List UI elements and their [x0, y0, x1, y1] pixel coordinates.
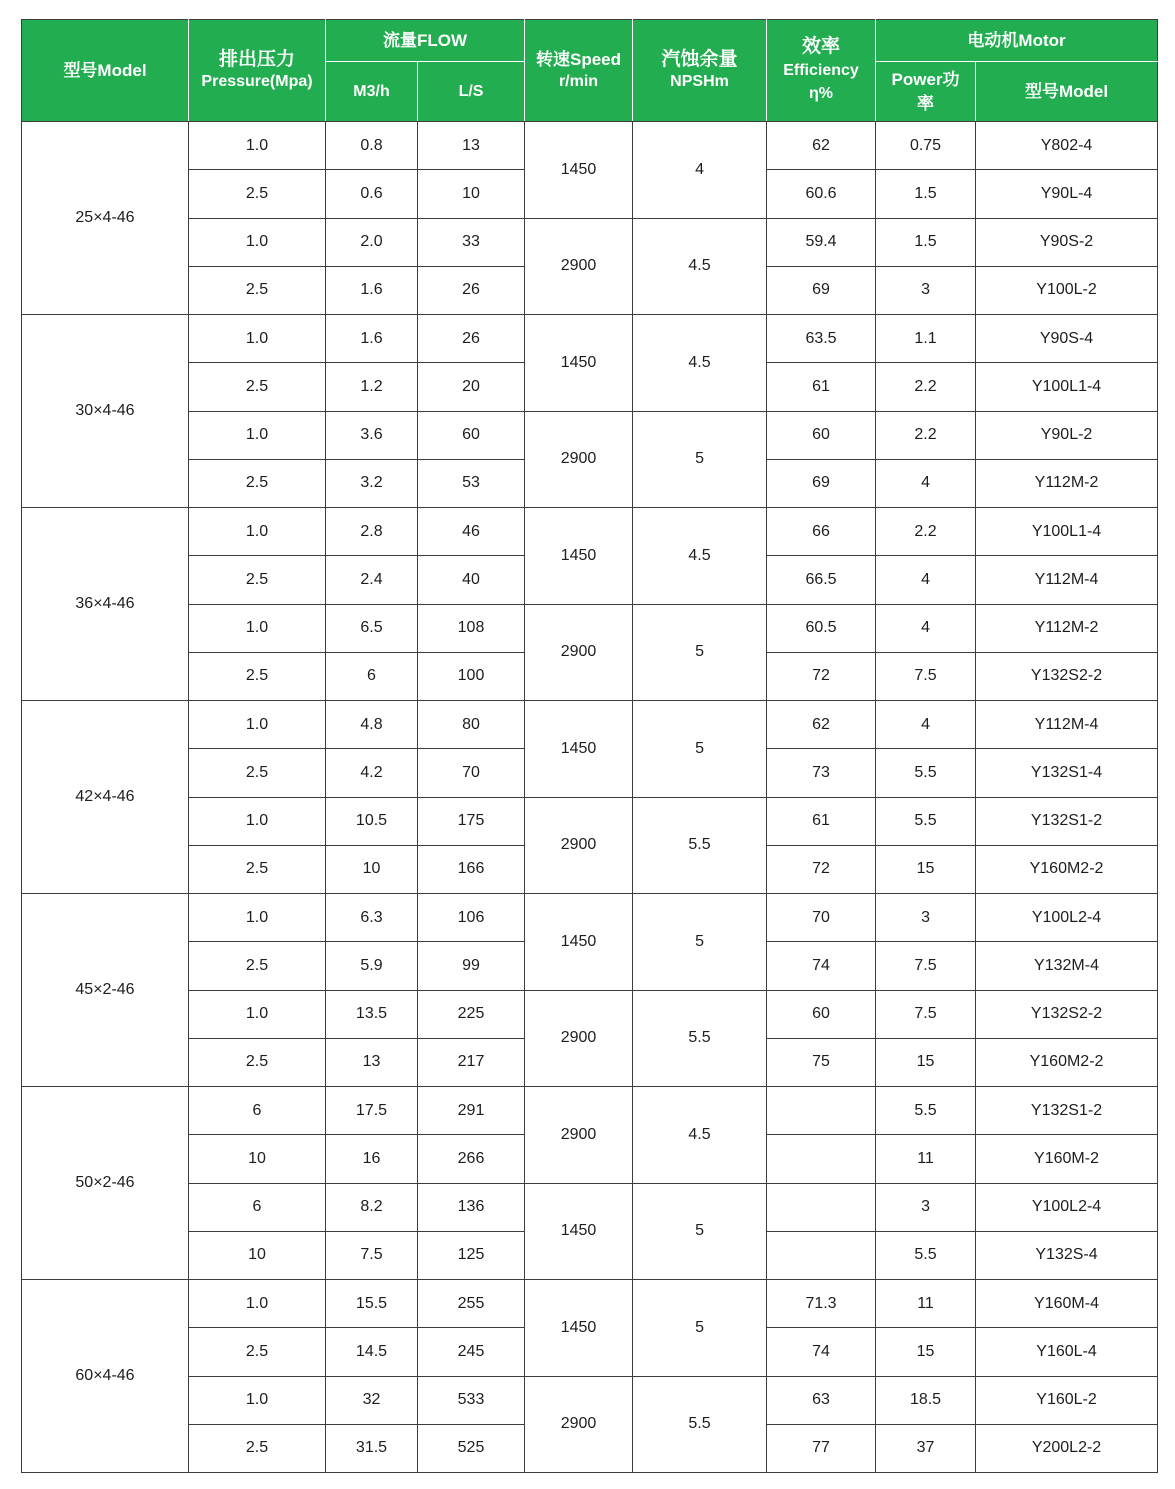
flow-m3h-cell: 1.2: [326, 363, 418, 411]
flow-ls-cell: 60: [418, 411, 525, 459]
table-body: [22, 122, 1158, 1473]
flow-m3h-cell: 7.5: [326, 1231, 418, 1279]
motor-power-cell: 7.5: [876, 652, 976, 700]
motor-power-cell: 18.5: [876, 1376, 976, 1424]
flow-ls-cell: 255: [418, 1280, 525, 1328]
motor-power-cell: 5.5: [876, 797, 976, 845]
speed-cell: 2900: [525, 411, 633, 508]
header-efficiency-en-label: Efficiency: [783, 61, 859, 79]
motor-power-cell: 15: [876, 1328, 976, 1376]
motor-power-cell: 0.75: [876, 122, 976, 170]
speed-cell: 1450: [525, 1183, 633, 1280]
pressure-cell: 10: [189, 1231, 326, 1279]
efficiency-cell: 74: [767, 1328, 876, 1376]
motor-model-cell: Y132S2-2: [976, 990, 1158, 1038]
motor-power-cell: 4: [876, 556, 976, 604]
table-row: [22, 701, 1158, 749]
flow-ls-cell: 266: [418, 1135, 525, 1183]
pressure-cell: 2.5: [189, 749, 326, 797]
motor-power-cell: 2.2: [876, 508, 976, 556]
pressure-cell: 6: [189, 1087, 326, 1135]
motor-model-cell: Y100L-2: [976, 266, 1158, 314]
npsh-cell: 5.5: [633, 1376, 767, 1473]
flow-ls-cell: 245: [418, 1328, 525, 1376]
efficiency-cell: 60.6: [767, 170, 876, 218]
motor-power-cell: 2.2: [876, 363, 976, 411]
motor-model-cell: Y160M-2: [976, 1135, 1158, 1183]
motor-power-cell: 2.2: [876, 411, 976, 459]
efficiency-cell: 59.4: [767, 218, 876, 266]
model-cell: 42×4-46: [22, 701, 189, 894]
motor-model-cell: Y100L1-4: [976, 508, 1158, 556]
table-row: [22, 315, 1158, 363]
motor-model-cell: Y802-4: [976, 122, 1158, 170]
header-motor-model: 型号Model: [976, 62, 1158, 122]
efficiency-cell: [767, 1135, 876, 1183]
table-row: [22, 1087, 1158, 1135]
efficiency-cell: 62: [767, 122, 876, 170]
motor-model-cell: Y112M-4: [976, 556, 1158, 604]
motor-power-cell: 37: [876, 1424, 976, 1472]
flow-ls-cell: 99: [418, 942, 525, 990]
efficiency-cell: [767, 1183, 876, 1231]
motor-model-cell: Y90L-2: [976, 411, 1158, 459]
efficiency-cell: 66: [767, 508, 876, 556]
efficiency-cell: 63.5: [767, 315, 876, 363]
efficiency-cell: 77: [767, 1424, 876, 1472]
header-npsh-zh-label: 汽蚀余量: [661, 48, 738, 70]
flow-m3h-cell: 6.3: [326, 894, 418, 942]
speed-cell: 1450: [525, 894, 633, 991]
motor-power-cell: 4: [876, 701, 976, 749]
pressure-cell: 1.0: [189, 1376, 326, 1424]
efficiency-cell: 60: [767, 990, 876, 1038]
header-motor-power: Power功率: [876, 62, 976, 122]
efficiency-cell: 61: [767, 363, 876, 411]
motor-model-cell: Y132M-4: [976, 942, 1158, 990]
efficiency-cell: 72: [767, 845, 876, 893]
flow-m3h-cell: 2.0: [326, 218, 418, 266]
flow-m3h-cell: 3.2: [326, 459, 418, 507]
efficiency-cell: 74: [767, 942, 876, 990]
motor-power-cell: 3: [876, 894, 976, 942]
motor-power-cell: 4: [876, 459, 976, 507]
flow-ls-cell: 70: [418, 749, 525, 797]
table-row: [22, 1183, 1158, 1231]
model-cell: 45×2-46: [22, 894, 189, 1087]
motor-model-cell: Y160M2-2: [976, 1038, 1158, 1086]
motor-model-cell: Y100L2-4: [976, 1183, 1158, 1231]
flow-m3h-cell: 1.6: [326, 315, 418, 363]
header-model: 型号Model: [22, 20, 189, 122]
motor-model-cell: Y90S-4: [976, 315, 1158, 363]
flow-m3h-cell: 4.2: [326, 749, 418, 797]
model-cell: 50×2-46: [22, 1087, 189, 1280]
header-efficiency: [767, 20, 876, 122]
efficiency-cell: 61: [767, 797, 876, 845]
table-row: [22, 604, 1158, 652]
header-flow-ls: L/S: [418, 62, 525, 122]
motor-model-cell: Y90L-4: [976, 170, 1158, 218]
table-row: [22, 218, 1158, 266]
model-cell: 60×4-46: [22, 1280, 189, 1473]
pressure-cell: 2.5: [189, 652, 326, 700]
flow-m3h-cell: 0.8: [326, 122, 418, 170]
pressure-cell: 1.0: [189, 122, 326, 170]
flow-m3h-cell: 31.5: [326, 1424, 418, 1472]
speed-cell: 1450: [525, 508, 633, 605]
flow-m3h-cell: 3.6: [326, 411, 418, 459]
flow-m3h-cell: 4.8: [326, 701, 418, 749]
motor-power-cell: 7.5: [876, 990, 976, 1038]
table-row: [22, 990, 1158, 1038]
table-row: [22, 894, 1158, 942]
pressure-cell: 1.0: [189, 315, 326, 363]
npsh-cell: 5: [633, 894, 767, 991]
speed-cell: 1450: [525, 122, 633, 219]
header-npsh-en-label: NPSHm: [670, 72, 729, 90]
model-cell: 36×4-46: [22, 508, 189, 701]
pressure-cell: 1.0: [189, 990, 326, 1038]
flow-m3h-cell: 5.9: [326, 942, 418, 990]
efficiency-cell: 62: [767, 701, 876, 749]
speed-cell: 2900: [525, 797, 633, 894]
table-row: [22, 1280, 1158, 1328]
header-flow-m3h: M3/h: [326, 62, 418, 122]
npsh-cell: 4.5: [633, 218, 767, 315]
motor-power-cell: 4: [876, 604, 976, 652]
efficiency-cell: 60.5: [767, 604, 876, 652]
pressure-cell: 2.5: [189, 556, 326, 604]
speed-cell: 2900: [525, 1376, 633, 1473]
header-flow: 流量FLOW: [326, 20, 525, 62]
table-row: [22, 508, 1158, 556]
motor-model-cell: Y100L2-4: [976, 894, 1158, 942]
flow-ls-cell: 125: [418, 1231, 525, 1279]
speed-cell: 2900: [525, 604, 633, 701]
table-header: [22, 20, 1158, 122]
motor-model-cell: Y160M-4: [976, 1280, 1158, 1328]
flow-m3h-cell: 10.5: [326, 797, 418, 845]
motor-model-cell: Y132S2-2: [976, 652, 1158, 700]
motor-model-cell: Y132S1-4: [976, 749, 1158, 797]
header-efficiency-unit: η%: [809, 85, 834, 103]
flow-m3h-cell: 14.5: [326, 1328, 418, 1376]
motor-model-cell: Y160L-4: [976, 1328, 1158, 1376]
pressure-cell: 2.5: [189, 1038, 326, 1086]
pressure-cell: 2.5: [189, 845, 326, 893]
motor-model-cell: Y132S1-2: [976, 1087, 1158, 1135]
efficiency-cell: [767, 1231, 876, 1279]
npsh-cell: 5: [633, 1280, 767, 1377]
motor-power-cell: 5.5: [876, 1087, 976, 1135]
flow-ls-cell: 80: [418, 701, 525, 749]
flow-ls-cell: 46: [418, 508, 525, 556]
pressure-cell: 2.5: [189, 1424, 326, 1472]
npsh-cell: 5: [633, 604, 767, 701]
efficiency-cell: 60: [767, 411, 876, 459]
motor-model-cell: Y112M-2: [976, 459, 1158, 507]
efficiency-cell: [767, 1087, 876, 1135]
flow-ls-cell: 166: [418, 845, 525, 893]
flow-ls-cell: 525: [418, 1424, 525, 1472]
motor-power-cell: 5.5: [876, 749, 976, 797]
flow-ls-cell: 175: [418, 797, 525, 845]
npsh-cell: 4.5: [633, 508, 767, 605]
npsh-cell: 5: [633, 701, 767, 798]
efficiency-cell: 69: [767, 459, 876, 507]
header-motor: 电动机Motor: [876, 20, 1158, 62]
flow-ls-cell: 13: [418, 122, 525, 170]
pump-spec-table: [21, 19, 1158, 1473]
pressure-cell: 2.5: [189, 363, 326, 411]
table-row: [22, 1376, 1158, 1424]
efficiency-cell: 71.3: [767, 1280, 876, 1328]
motor-power-cell: 7.5: [876, 942, 976, 990]
header-speed-unit: r/min: [558, 72, 599, 90]
efficiency-cell: 70: [767, 894, 876, 942]
pressure-cell: 1.0: [189, 508, 326, 556]
npsh-cell: 4: [633, 122, 767, 219]
efficiency-cell: 69: [767, 266, 876, 314]
flow-m3h-cell: 15.5: [326, 1280, 418, 1328]
motor-power-cell: 11: [876, 1135, 976, 1183]
motor-model-cell: Y132S1-2: [976, 797, 1158, 845]
efficiency-cell: 73: [767, 749, 876, 797]
pressure-cell: 10: [189, 1135, 326, 1183]
speed-cell: 2900: [525, 990, 633, 1087]
speed-cell: 2900: [525, 218, 633, 315]
flow-ls-cell: 533: [418, 1376, 525, 1424]
pressure-cell: 2.5: [189, 266, 326, 314]
pressure-cell: 2.5: [189, 942, 326, 990]
motor-model-cell: Y100L1-4: [976, 363, 1158, 411]
model-cell: 25×4-46: [22, 122, 189, 315]
header-speed: [525, 20, 633, 122]
flow-ls-cell: 108: [418, 604, 525, 652]
speed-cell: 2900: [525, 1087, 633, 1184]
header-speed-label: 转速Speed: [536, 49, 622, 69]
header-pressure-en-label: Pressure(Mpa): [201, 72, 313, 90]
pressure-cell: 1.0: [189, 1280, 326, 1328]
motor-power-cell: 5.5: [876, 1231, 976, 1279]
npsh-cell: 5: [633, 411, 767, 508]
motor-model-cell: Y200L2-2: [976, 1424, 1158, 1472]
npsh-cell: 5.5: [633, 990, 767, 1087]
pressure-cell: 1.0: [189, 894, 326, 942]
flow-ls-cell: 53: [418, 459, 525, 507]
flow-ls-cell: 20: [418, 363, 525, 411]
efficiency-cell: 66.5: [767, 556, 876, 604]
efficiency-cell: 72: [767, 652, 876, 700]
flow-m3h-cell: 13: [326, 1038, 418, 1086]
motor-model-cell: Y90S-2: [976, 218, 1158, 266]
pressure-cell: 1.0: [189, 218, 326, 266]
header-pressure: [189, 20, 326, 122]
header-npsh: [633, 20, 767, 122]
motor-power-cell: 11: [876, 1280, 976, 1328]
flow-m3h-cell: 16: [326, 1135, 418, 1183]
pressure-cell: 2.5: [189, 170, 326, 218]
flow-m3h-cell: 8.2: [326, 1183, 418, 1231]
speed-cell: 1450: [525, 701, 633, 798]
flow-m3h-cell: 13.5: [326, 990, 418, 1038]
motor-model-cell: Y112M-4: [976, 701, 1158, 749]
flow-ls-cell: 106: [418, 894, 525, 942]
header-row-top: [22, 20, 1158, 62]
flow-m3h-cell: 6.5: [326, 604, 418, 652]
npsh-cell: 4.5: [633, 315, 767, 412]
table-row: [22, 411, 1158, 459]
flow-ls-cell: 291: [418, 1087, 525, 1135]
motor-power-cell: 1.1: [876, 315, 976, 363]
motor-power-cell: 1.5: [876, 218, 976, 266]
motor-power-cell: 15: [876, 1038, 976, 1086]
pressure-cell: 1.0: [189, 701, 326, 749]
pressure-cell: 2.5: [189, 1328, 326, 1376]
flow-ls-cell: 10: [418, 170, 525, 218]
speed-cell: 1450: [525, 1280, 633, 1377]
pressure-cell: 6: [189, 1183, 326, 1231]
motor-power-cell: 3: [876, 266, 976, 314]
motor-model-cell: Y132S-4: [976, 1231, 1158, 1279]
flow-ls-cell: 217: [418, 1038, 525, 1086]
flow-m3h-cell: 32: [326, 1376, 418, 1424]
flow-m3h-cell: 6: [326, 652, 418, 700]
flow-m3h-cell: 17.5: [326, 1087, 418, 1135]
pressure-cell: 2.5: [189, 459, 326, 507]
flow-ls-cell: 40: [418, 556, 525, 604]
flow-ls-cell: 26: [418, 315, 525, 363]
model-cell: 30×4-46: [22, 315, 189, 508]
flow-m3h-cell: 2.8: [326, 508, 418, 556]
npsh-cell: 4.5: [633, 1087, 767, 1184]
header-pressure-zh-label: 排出压力: [218, 48, 295, 70]
npsh-cell: 5: [633, 1183, 767, 1280]
motor-power-cell: 1.5: [876, 170, 976, 218]
flow-ls-cell: 33: [418, 218, 525, 266]
flow-ls-cell: 136: [418, 1183, 525, 1231]
table-row: [22, 797, 1158, 845]
motor-power-cell: 3: [876, 1183, 976, 1231]
npsh-cell: 5.5: [633, 797, 767, 894]
motor-model-cell: Y112M-2: [976, 604, 1158, 652]
motor-power-cell: 15: [876, 845, 976, 893]
flow-m3h-cell: 1.6: [326, 266, 418, 314]
speed-cell: 1450: [525, 315, 633, 412]
flow-m3h-cell: 2.4: [326, 556, 418, 604]
motor-model-cell: Y160M2-2: [976, 845, 1158, 893]
pressure-cell: 1.0: [189, 411, 326, 459]
flow-m3h-cell: 0.6: [326, 170, 418, 218]
motor-model-cell: Y160L-2: [976, 1376, 1158, 1424]
flow-ls-cell: 225: [418, 990, 525, 1038]
flow-ls-cell: 100: [418, 652, 525, 700]
pressure-cell: 1.0: [189, 604, 326, 652]
flow-m3h-cell: 10: [326, 845, 418, 893]
pressure-cell: 1.0: [189, 797, 326, 845]
efficiency-cell: 75: [767, 1038, 876, 1086]
flow-ls-cell: 26: [418, 266, 525, 314]
efficiency-cell: 63: [767, 1376, 876, 1424]
header-efficiency-zh-label: 效率: [802, 36, 841, 58]
table-row: [22, 122, 1158, 170]
